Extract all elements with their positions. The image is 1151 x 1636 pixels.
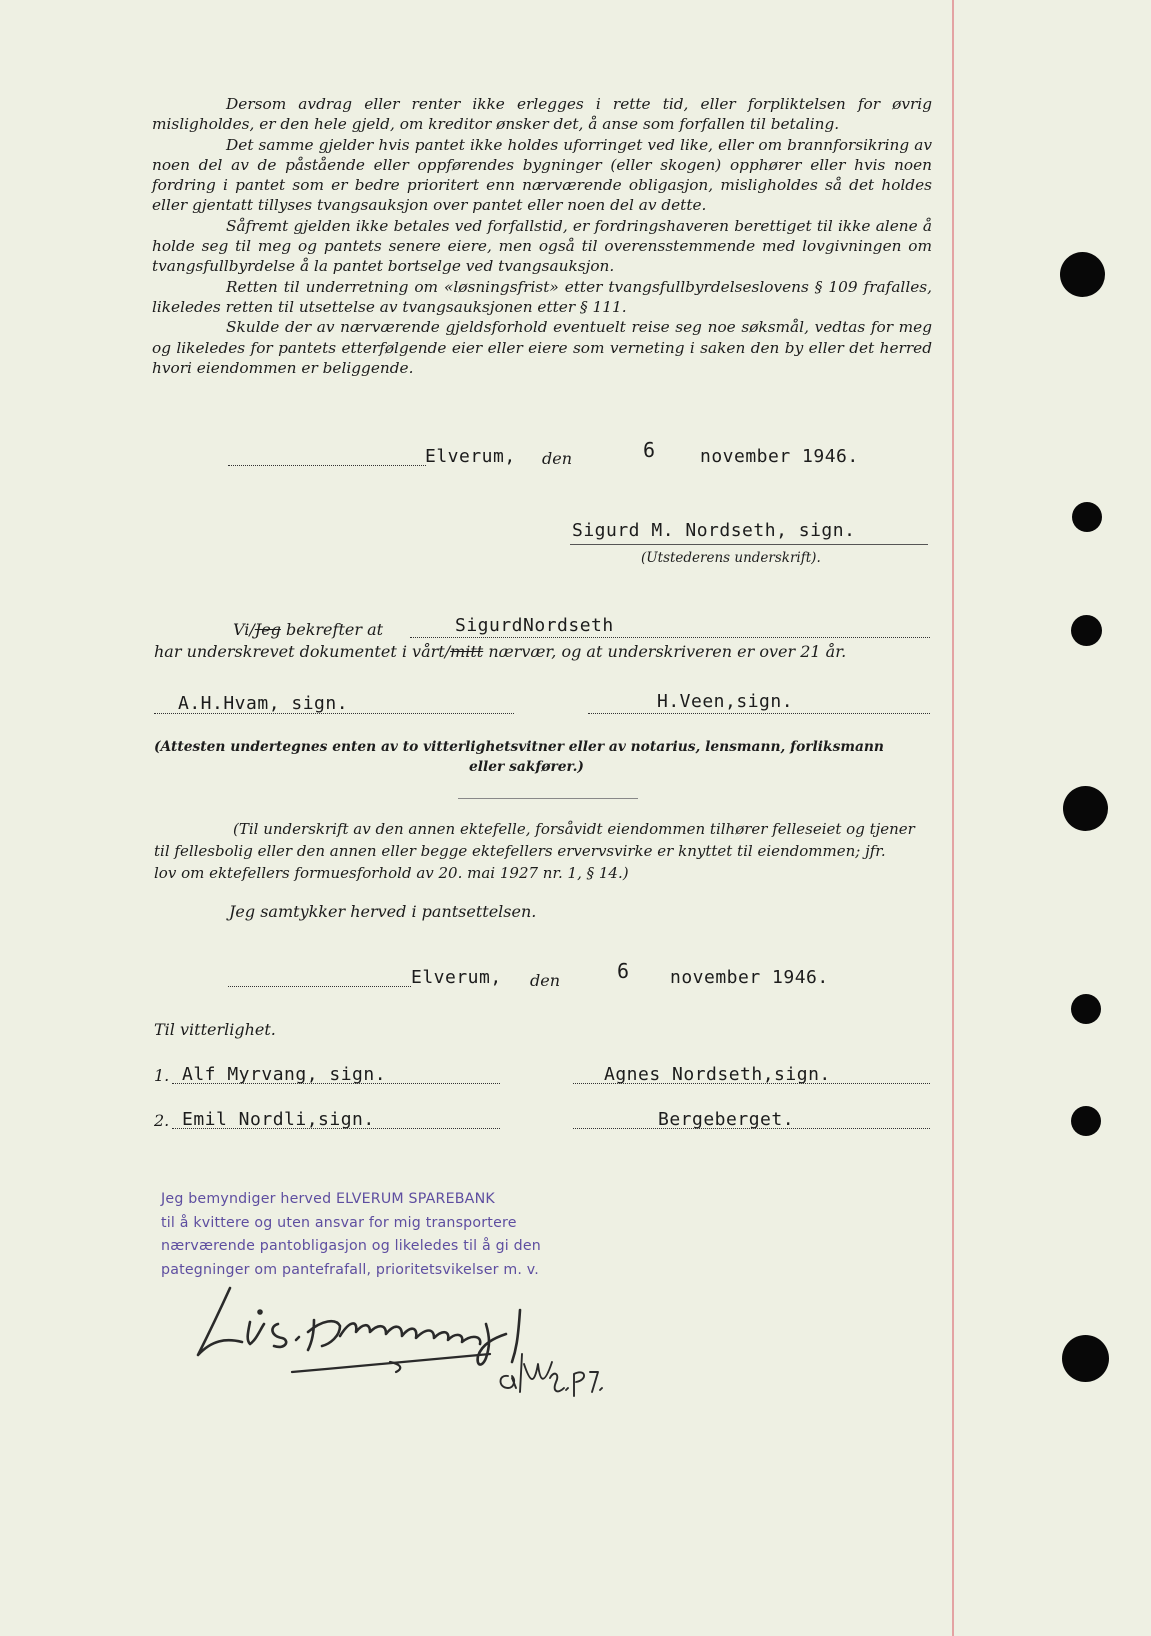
spouse-signature: Agnes Nordseth,sign. — [604, 1064, 831, 1085]
spouse-place: Bergeberget. — [658, 1109, 795, 1130]
date1-month-year: november 1946. — [700, 446, 859, 467]
terms-paragraph-5: Skulde der av nærværende gjeldsforhold eventuelt reise seg noe søksmål, vedtas for meg og likeledes for pantets etterfølgende eier eller eiere som verneting i saken den by eller det herred hvori eiendommen er beliggende. — [152, 318, 932, 377]
witness1-dotted-line — [154, 713, 514, 714]
attest-note-line-1: (Attesten undertegnes enten av to vitterlighetsvitner eller av notarius, lensmann, forliksmann — [154, 739, 884, 755]
spouse-note-line-3: lov om ektefellers formuesforhold av 20. mai 1927 nr. 1, § 14.) — [154, 864, 629, 882]
binder-hole-4 — [1063, 786, 1108, 831]
vitterlighet-number-1: 1. — [154, 1066, 170, 1085]
spouse-place-line — [573, 1128, 930, 1129]
date1-place: Elverum, — [425, 446, 516, 467]
witness2-signature: H.Veen,sign. — [657, 691, 794, 712]
section-divider — [458, 798, 638, 799]
attest-struck-word: Jeg — [254, 620, 281, 639]
consent-text: Jeg samtykker herved i pantsettelsen. — [229, 902, 537, 921]
date1-den-label: den — [542, 449, 573, 468]
spouse-note-line-2: til fellesbolig eller den annen eller begge ektefellers ervervsvirke er knyttet til eiendommen; jfr. — [154, 842, 886, 860]
red-margin-line — [952, 0, 954, 1636]
issuer-signature-line — [570, 544, 928, 545]
attest-line2-a: har underskrevet dokumentet i vårt/ — [154, 642, 451, 661]
binder-hole-1 — [1060, 252, 1105, 297]
stamp-line-3: nærværende pantobligasjon og likeledes til å gi den — [161, 1238, 541, 1254]
vitterlighet-witness-2-line — [172, 1128, 500, 1129]
attest-line-1 — [233, 620, 383, 639]
date2-den-label: den — [530, 971, 561, 990]
binder-hole-7 — [1062, 1335, 1109, 1382]
attest-confirm-label: bekrefter at — [286, 620, 384, 639]
stamp-line-4: pategninger om pantefrafall, prioritetsvikelser m. v. — [161, 1261, 540, 1278]
date1-day: 6 — [643, 438, 656, 462]
date2-place: Elverum, — [411, 967, 502, 988]
binder-hole-3 — [1071, 615, 1102, 646]
attest-signer-name: SigurdNordseth — [455, 615, 614, 636]
attest-line2-struck: mitt — [450, 642, 484, 661]
vitterlighet-witness-2: Emil Nordli,sign. — [182, 1109, 375, 1130]
terms-paragraph-3: Såfremt gjelden ikke betales ved forfallstid, er fordringshaveren berettiget til ikke alene å holde seg til meg og pantets senere eiere, men også til overensstemmende med lovgivningen om tvangsfullbyrdelse å la pantet bortselge ved tvangsauksjon. — [152, 216, 932, 276]
stamp-line-2: til å kvittere og uten ansvar for mig transportere — [161, 1214, 517, 1231]
attest-prefix: Vi/ — [233, 620, 255, 639]
attest-line2-b: nærvær, og at underskriveren er over 21 år. — [488, 642, 847, 661]
binder-hole-5 — [1071, 994, 1101, 1024]
terms-text — [152, 94, 932, 378]
spouse-note-line-1: (Til underskrift av den annen ektefelle, forsåvidt eiendommen tilhører felleseiet og tjener — [233, 820, 915, 838]
vitterlighet-witness-1: Alf Myrvang, sign. — [182, 1064, 387, 1085]
binder-hole-2 — [1072, 502, 1102, 532]
terms-paragraph-2: Det samme gjelder hvis pantet ikke holdes uforringet ved like, eller om brannforsikring av noen del av de påstående eller oppførendes bygninger (eller skogen) opphører eller hvis noen fordring i pantet som er bedre prioritert enn nærværende obligasjon, misligholdes så det holdes eller gjentatt tillyses tvangsauksjon over pantet eller noen del av dette. — [152, 135, 932, 215]
attest-name-dotted-line — [410, 637, 930, 638]
stamp-line-1: Jeg bemyndiger herved ELVERUM SPAREBANK — [161, 1191, 495, 1207]
date2-dotted-line — [228, 986, 411, 987]
attest-note-line-2: eller sakfører.) — [469, 759, 584, 775]
date2-month-year: november 1946. — [670, 967, 829, 988]
witness1-signature: A.H.Hvam, sign. — [178, 693, 349, 714]
bank-authorization-stamp — [161, 1188, 541, 1282]
vitterlighet-number-2: 2. — [154, 1111, 170, 1130]
date2-day: 6 — [617, 959, 630, 983]
vitterlighet-heading: Til vitterlighet. — [154, 1020, 276, 1039]
issuer-caption: (Utstederens underskrift). — [641, 550, 821, 566]
terms-paragraph-1: Dersom avdrag eller renter ikke erlegges i rette tid, eller forpliktelsen for øvrig misligholdes, er den hele gjeld, om kreditor ønsker det, å anse som forfallen til betaling. — [152, 95, 932, 134]
attest-line-2 — [154, 642, 846, 661]
vitterlighet-witness-1-line — [172, 1083, 500, 1084]
witness2-dotted-line — [588, 713, 930, 714]
spouse-signature-line — [573, 1083, 930, 1084]
terms-paragraph-4: Retten til underretning om «løsningsfrist» etter tvangsfullbyrdelseslovens § 109 frafalles, likeledes retten til utsettelse av tvangsauksjonen etter § 111. — [152, 277, 932, 316]
binder-hole-6 — [1071, 1106, 1101, 1136]
issuer-signature: Sigurd M. Nordseth, sign. — [572, 520, 856, 541]
handwritten-initials — [494, 1348, 614, 1403]
date1-dotted-line — [228, 465, 426, 466]
